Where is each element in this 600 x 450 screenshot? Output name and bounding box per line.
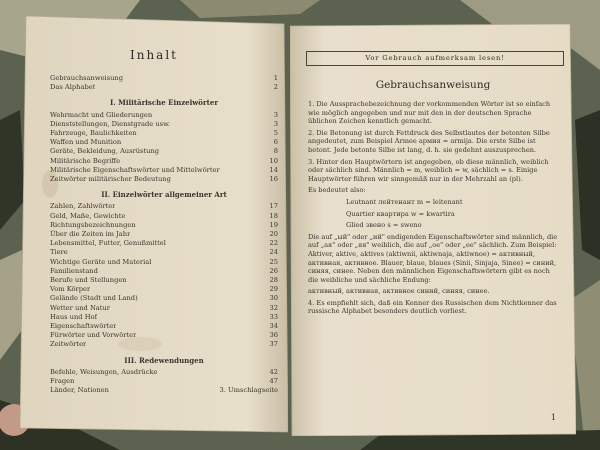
toc-entry-page: 36 [269,331,278,340]
toc-entry-page: 14 [269,165,278,174]
toc-entry-label: Richtungsbezeichnungen [50,220,136,229]
instruction-paragraph: Es bedeutet also: [308,186,366,195]
contents-title: Inhalt [129,48,178,62]
page-title: Gebrauchsanweisung [375,79,491,91]
example-line: Glied звено s = sweno [346,221,422,230]
toc-entry-page: 28 [269,276,278,285]
toc-entry-page: 29 [269,285,278,294]
toc-entry-label: Haus und Hof [50,312,98,321]
toc-entry-label: Tiere [50,248,68,257]
toc-entry-label: Wehrmacht und Gliederungen [50,110,153,119]
toc-entry-label: Länder, Nationen [50,386,109,395]
toc-entry-label: Zeitwörter militärischer Bedeutung [50,175,171,184]
page-number: 1 [550,413,556,422]
toc-entry-page: 3 [273,110,278,119]
toc-entry-label: Wichtige Geräte und Material [50,257,152,266]
toc-entry-label: Waffen und Munition [50,138,122,147]
instruction-paragraph: 3. Hinter den Hauptwörtern ist angegeben, ob diese männlich, weiblich oder sächlich sind. Männlich = m, weiblich = w, sächlich = s. Einige Hauptwörter führen wir sinngemäß nur in der Mehrzahl an (pl). [308,157,549,183]
toc-entry-label: Über die Zeiten im Jahr [50,230,131,239]
toc-entry-label: Fragen [50,377,75,386]
toc-entry-label: Das Alphabet [50,83,96,92]
toc-entry-page: 3 [273,119,278,128]
toc-section-heading: I. Militärische Einzelwörter [109,98,219,108]
toc-entry-label: Zahlen, Zahlwörter [50,202,116,211]
toc-entry-page: 6 [273,138,278,147]
toc-entry-label: Lebensmittel, Futter, Genußmittel [50,239,166,248]
toc-entry-page: 26 [269,266,278,275]
toc-entry-page: 42 [269,367,278,376]
toc-entry-label: Wetter und Natur [50,303,110,312]
toc-entry-label: Fürwörter und Vorwörter [50,331,137,340]
instruction-paragraph: 1. Die Aussprachebezeichnung der vorkommenden Wörter ist so einfach wie möglich angegeben und nur mit den in der deutschen Sprache üblichen Zeichen kenntlich gemacht. [308,100,551,126]
toc-entry-page: 25 [269,257,278,266]
toc-entry-page: 5 [273,129,278,138]
toc-entry-label: Eigenschaftswörter [50,322,117,331]
toc-entry-page: 2 [273,83,278,92]
toc-entry-page: 8 [273,147,278,156]
toc-entry-label: Gebrauchsanweisung [50,74,123,82]
instruction-paragraph: Die auf „ый" oder „ий" endigenden Eigenschaftswörter sind männlich, die auf „ая" oder „яя" weiblich, die auf „ое" oder „ее" sächlich. Zum Beispiel: Aktiver, aktive, aktives (aktiwnii, aktiwnaja, aktiwnoe) = активный, активная, активное. Blauer, blaue, blaues (Sinii, Sinjaja, Sinee) = синий, синяя, синее. Neben den männlichen Eigenschaftswörtern gibt es noch die weibliche und sächliche Endung: [308,232,558,284]
toc-entry-label: Dienststellungen, Dienstgrade usw. [50,119,171,128]
instruction-paragraph: активный, активная, активное синий, синяя, синее. [308,287,490,296]
toc-entry-page: 17 [269,202,278,211]
toc-section-heading: III. Redewendungen [124,355,204,365]
instruction-paragraph: 2. Die Betonung ist durch Fettdruck des Selbstlautes der betonten Silbe angedeutet, zum Beispiel Armee армия = armija. Die erste Silbe ist betont. Jede betonte Silbe ist lang, d. h. sie gedehnt auszusprechen. [308,128,550,154]
toc-entry-label: Geld, Maße, Gewichte [50,211,126,220]
toc-entry-page: 30 [269,294,278,303]
example-line: Quartier квартира w = kwartira [346,209,455,218]
read-before-use-banner: Vor Gebrauch aufmerksam lesen! [306,51,564,66]
toc-entry-label: Geräte, Bekleidung, Ausrüstung [50,147,160,156]
toc-entry-label: Vom Körper [50,285,91,294]
toc-entry [50,83,278,92]
toc-entry-page: 37 [269,340,278,349]
toc-entry-page: 10 [269,156,278,165]
toc-entry-page: 32 [269,303,278,312]
toc-entry-page: 20 [269,230,278,239]
instruction-paragraph: 4. Es empfiehlt sich, daß ein Kenner des Russischen dem Nichtkenner das russische Alphabet besonders deutlich vorliest. [308,298,557,316]
toc-entry-page: 47 [269,377,278,386]
toc-entry-page: 3. Umschlagseite [219,386,278,395]
toc-entry-label: Fahrzeuge, Baulichkeiten [50,129,137,138]
toc-entry-page: 19 [269,220,278,229]
toc-entry-page: 33 [269,312,278,321]
toc-entry-label: Gelände (Stadt und Land) [50,294,138,303]
toc-entry-page: 34 [269,322,278,331]
left-page [20,14,288,434]
toc-section-heading: II. Einzelwörter allgemeiner Art [101,190,227,200]
toc-entry-page: 16 [269,175,278,184]
toc-entry [50,74,278,83]
toc-entry-page: 1 [273,74,278,82]
toc-entry-label: Militärische Begriffe [50,156,121,165]
toc-entry-page: 24 [269,248,278,257]
toc-entry-label: Familienstand [50,266,98,275]
toc-entry-label: Befehle, Weisungen, Ausdrücke [50,367,158,376]
toc-entry-label: Militärische Eigenschaftswörter und Mittelwörter [50,165,220,174]
toc-entry-page: 22 [269,239,278,248]
toc-entry-label: Zeitwörter [50,340,87,349]
right-page [290,24,576,436]
toc-entry-page: 18 [269,211,278,220]
example-line: Leutnant лейтенант m = leitenant [346,197,463,206]
table-of-contents [50,74,278,396]
instructions-body [308,100,558,319]
toc-entry-label: Berufe und Stellungen [50,276,127,285]
